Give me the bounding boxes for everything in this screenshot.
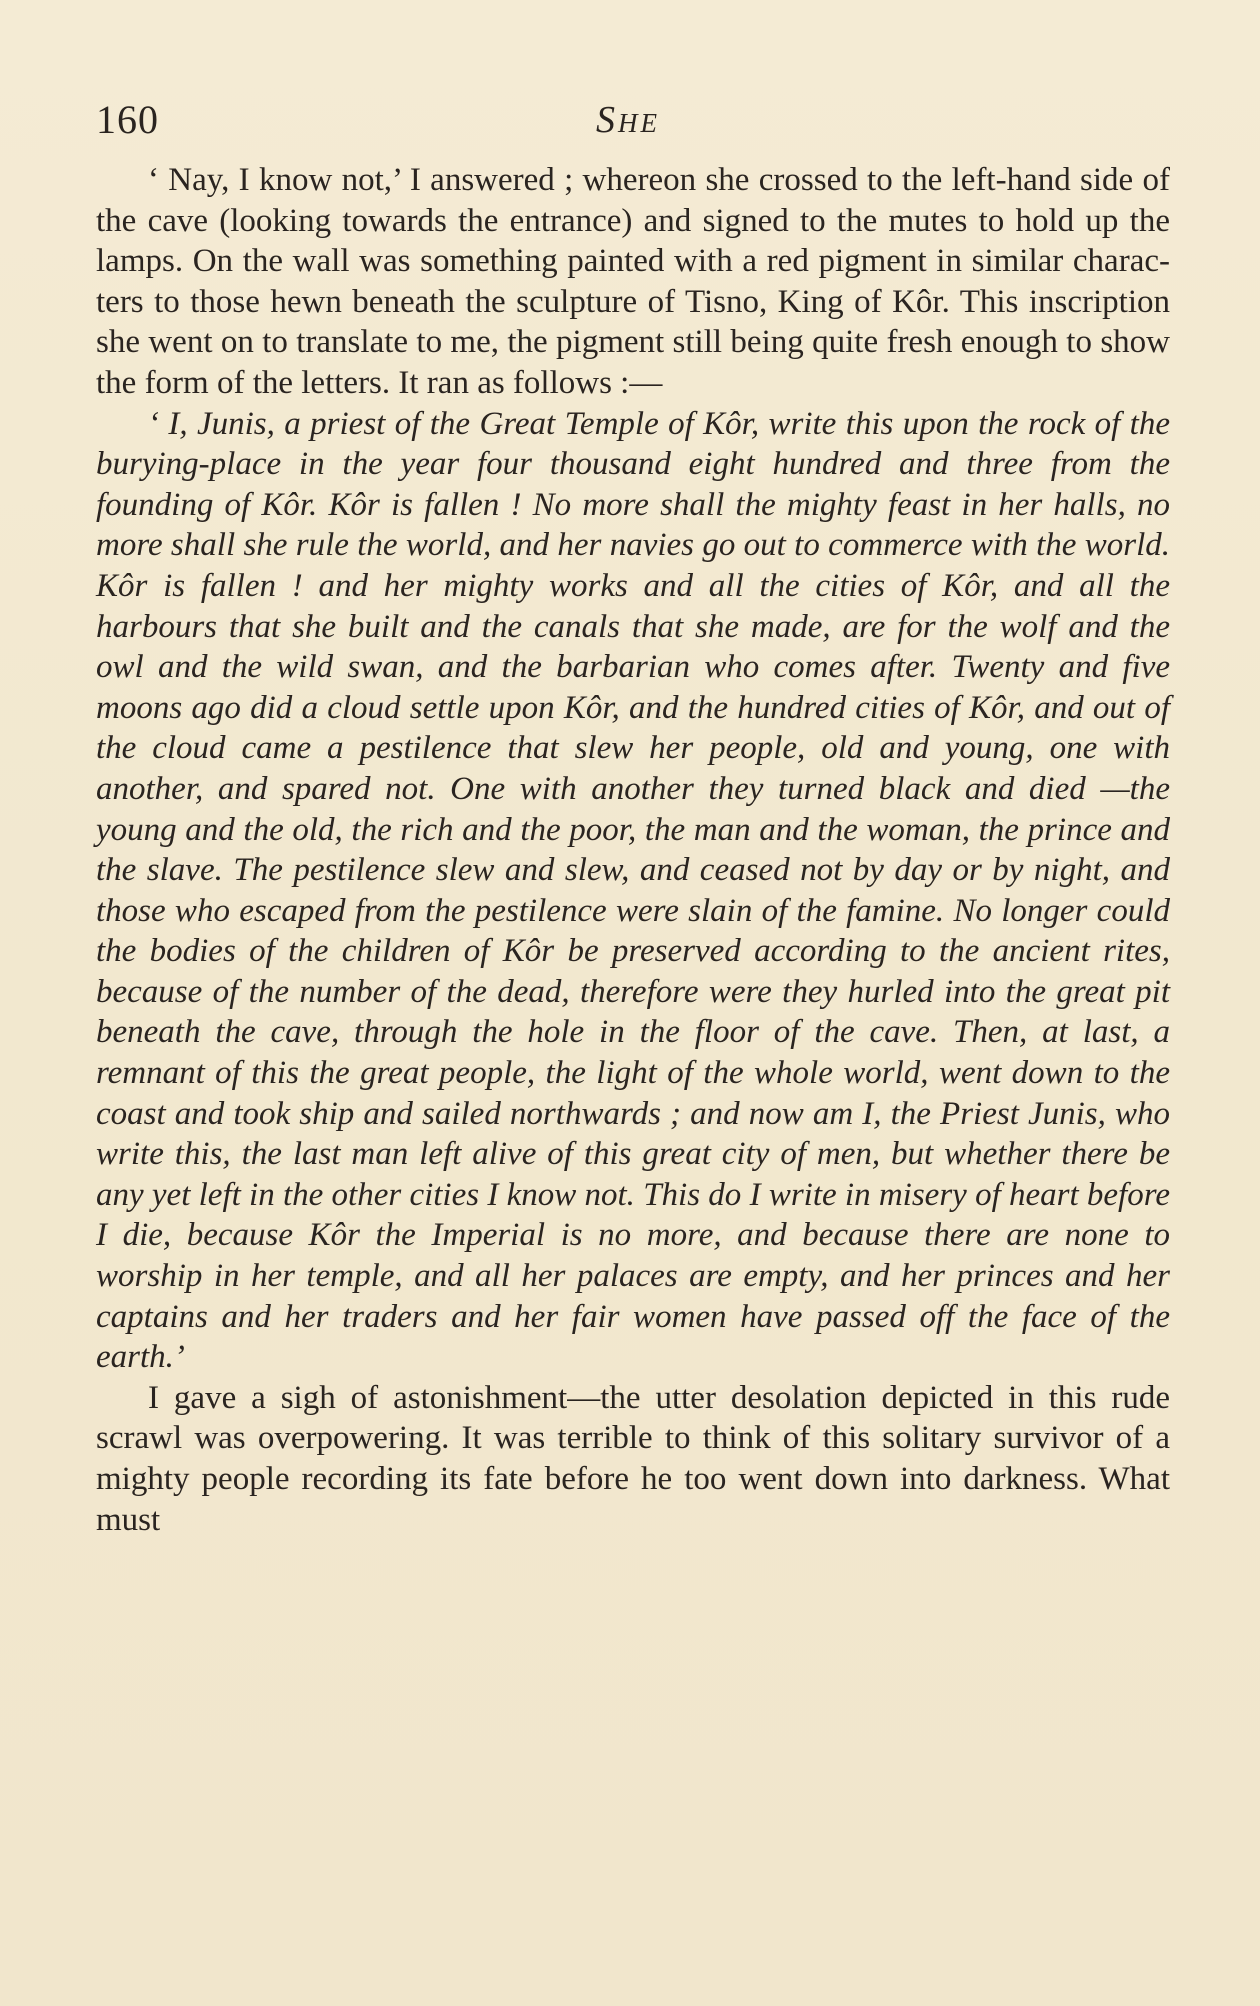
paragraph-dialogue: ‘ Nay, I know not,’ I answered ; whereon she crossed to the left-hand side of the cave (looking towards the entrance) and signed to the mutes to hold up the lamps. On the wall was something painted with a red pigment in similar characters to those hewn beneath the sculpture of Tisno, King of Kôr. This inscription she went on to translate to me, the pigment still being quite fresh enough to show the form of the letters. It ran as follows :— — [96, 162, 1170, 401]
page-header — [96, 96, 1170, 148]
running-title: She — [596, 99, 660, 141]
paragraph-narration: I gave a sigh of astonishment—the utter desolation depicted in this rude scrawl was overpowering. It was terrible to think of this solitary survivor of a mighty people recording its fate before he too went down into darkness. What must — [96, 1379, 1170, 1538]
page-number: 160 — [96, 97, 159, 142]
paragraph-inscription: ‘ I, Junis, a priest of the Great Temple of Kôr, write this upon the rock of the burying-place in the year four thousand eight hundred and three from the founding of Kôr. Kôr is fallen ! No more shall the mighty feast in her halls, no more shall she rule the world, and her navies go out to commerce with the world. Kôr is fallen ! and her mighty works and all the cities of Kôr, and all the harbours that she built and the canals that she made, are for the wolf and the owl and the wild swan, and the barbarian who comes after. Twenty and five moons ago did a cloud settle upon Kôr, and the hundred cities of Kôr, and out of the cloud came a pestilence that slew her people, old and young, one with another, and spared not. One with another they turned black and died —the young and the old, the rich and the poor, the man and the woman, the prince and the slave. The pestilence slew and slew, and ceased not by day or by night, and those who escaped from the pestilence were slain of the famine. No longer could the bodies of the children of Kôr be preserved according to the ancient rites, because of the number of the dead, therefore were they hurled into the great pit beneath the cave, through the hole in the floor of the cave. Then, at last, a remnant of this the great people, the light of the whole world, went down to the coast and took ship and sailed northwards ; and now am I, the Priest Junis, who write this, the last man left alive of this great city of men, but whether there be any yet left in the other cities I know not. This do I write in misery of heart before I die, because Kôr the Imperial is no more, and because there are none to worship in her temple, and all her palaces are empty, and her princes and her captains and her traders and her fair women have passed off the face of the earth.’ — [96, 405, 1170, 1376]
body-text — [96, 160, 1170, 1540]
